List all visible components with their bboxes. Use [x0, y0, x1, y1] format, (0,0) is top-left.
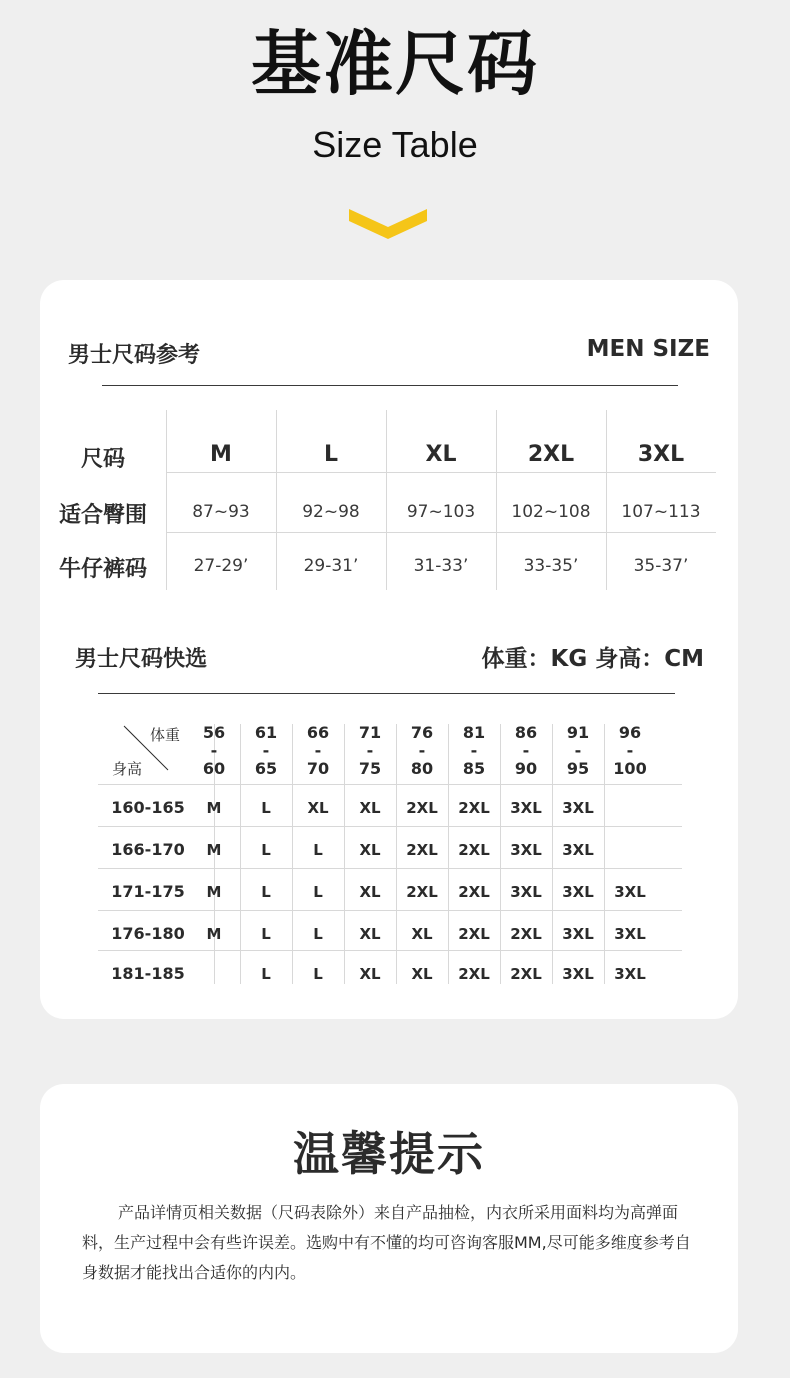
size-cell: L — [261, 965, 271, 983]
jeans-cell: 33-35’ — [523, 556, 579, 576]
hip-cell: 87~93 — [192, 502, 250, 522]
size-cell: 2XL — [458, 841, 490, 859]
weight-top: 86 — [514, 723, 538, 742]
weight-col-header — [396, 724, 448, 778]
size-col-header: XL — [425, 442, 457, 467]
grid-line — [98, 826, 682, 827]
size-cell: XL — [411, 925, 433, 943]
size-cell: L — [261, 925, 271, 943]
men-size-title-en: MEN SIZE — [586, 336, 710, 362]
divider — [98, 693, 675, 694]
height-row-label: 181-185 — [111, 964, 185, 983]
weight-bottom: 70 — [306, 759, 330, 778]
size-cell: XL — [359, 965, 381, 983]
size-cell: XL — [307, 799, 329, 817]
corner-diagonal — [122, 724, 170, 772]
size-cell: 2XL — [458, 799, 490, 817]
size-cell: L — [313, 841, 323, 859]
size-cell: 3XL — [562, 841, 594, 859]
quick-select-units: 体重：KG 身高：CM — [481, 646, 704, 672]
jeans-row-label: 牛仔裤码 — [58, 557, 147, 582]
size-cell: 2XL — [406, 841, 438, 859]
grid-line — [166, 532, 716, 533]
size-cell: L — [261, 883, 271, 901]
grid-line — [98, 784, 682, 785]
quick-select-title: 男士尺码快选 — [75, 647, 208, 672]
jeans-cell: 27-29’ — [193, 556, 249, 576]
grid-line — [98, 950, 682, 951]
weight-bottom: 85 — [462, 759, 486, 778]
size-cell: XL — [359, 925, 381, 943]
weight-bottom: 75 — [358, 759, 382, 778]
weight-top: 61 — [254, 723, 278, 742]
weight-dash: - — [210, 741, 218, 760]
weight-dash: - — [418, 741, 426, 760]
weight-dash: - — [366, 741, 374, 760]
size-cell: 2XL — [510, 925, 542, 943]
size-cell: L — [261, 799, 271, 817]
size-cell: L — [313, 883, 323, 901]
size-col-header: L — [323, 442, 339, 467]
jeans-cell: 35-37’ — [633, 556, 689, 576]
weight-top: 66 — [306, 723, 330, 742]
men-size-title: 男士尺码参考 — [68, 343, 201, 368]
hip-cell: 97~103 — [406, 502, 476, 522]
size-cell: 2XL — [458, 925, 490, 943]
size-cell: L — [313, 925, 323, 943]
height-row-label: 176-180 — [111, 924, 185, 943]
size-reference-table — [40, 410, 738, 590]
size-cell: 2XL — [458, 883, 490, 901]
weight-dash: - — [470, 741, 478, 760]
weight-dash: - — [574, 741, 582, 760]
height-corner-label: 身高 — [112, 760, 143, 778]
weight-col-header — [500, 724, 552, 778]
size-cell: 3XL — [562, 965, 594, 983]
page-title: 基准尺码 — [251, 23, 539, 105]
size-cell: M — [206, 841, 222, 859]
size-cell: XL — [359, 883, 381, 901]
divider — [102, 385, 678, 386]
weight-col-header — [448, 724, 500, 778]
weight-col-header — [552, 724, 604, 778]
tips-title: 温馨提示 — [293, 1127, 485, 1181]
size-card — [40, 280, 738, 1019]
grid-line — [166, 472, 716, 473]
size-cell: L — [261, 841, 271, 859]
chevron-down-icon — [349, 207, 427, 241]
weight-col-header — [188, 724, 240, 778]
weight-top: 76 — [410, 723, 434, 742]
jeans-cell: 29-31’ — [303, 556, 359, 576]
size-cell: XL — [359, 799, 381, 817]
hip-cell: 102~108 — [511, 502, 591, 522]
size-cell: 3XL — [614, 965, 646, 983]
weight-col-header — [604, 724, 656, 778]
size-cell: 3XL — [562, 925, 594, 943]
weight-top: 56 — [202, 723, 226, 742]
size-cell: L — [313, 965, 323, 983]
weight-col-header — [240, 724, 292, 778]
weight-bottom: 65 — [254, 759, 278, 778]
hip-cell: 92~98 — [302, 502, 360, 522]
weight-top: 71 — [358, 723, 382, 742]
size-col-header: M — [210, 442, 232, 467]
size-cell: XL — [411, 965, 433, 983]
tips-text: 产品详情页相关数据（尺码表除外）来自产品抽检，内衣所采用面料均为高弹面料，生产过程中会有些许误差。选购中有不懂的均可咨询客服MM,尽可能多维度参考自身数据才能找出合适你的内内。 — [82, 1203, 691, 1282]
jeans-cell: 31-33’ — [413, 556, 469, 576]
size-col-header: 2XL — [527, 442, 575, 467]
size-cell: 3XL — [562, 799, 594, 817]
weight-dash: - — [314, 741, 322, 760]
size-cell: 3XL — [562, 883, 594, 901]
size-col-header: 3XL — [637, 442, 685, 467]
weight-bottom: 60 — [202, 759, 226, 778]
size-cell: 3XL — [614, 883, 646, 901]
weight-col-header — [344, 724, 396, 778]
size-row-header: 尺码 — [80, 447, 125, 472]
weight-bottom: 80 — [410, 759, 434, 778]
size-cell: XL — [359, 841, 381, 859]
size-cell: 3XL — [510, 883, 542, 901]
size-cell: 2XL — [406, 883, 438, 901]
size-cell: 3XL — [614, 925, 646, 943]
weight-dash: - — [626, 741, 634, 760]
grid-line — [98, 868, 682, 869]
size-cell: M — [206, 799, 222, 817]
size-cell: 3XL — [510, 841, 542, 859]
weight-top: 81 — [462, 723, 486, 742]
grid-line — [98, 910, 682, 911]
weight-top: 96 — [618, 723, 642, 742]
size-cell: 2XL — [458, 965, 490, 983]
size-cell: 3XL — [510, 799, 542, 817]
height-row-label: 160-165 — [111, 798, 185, 817]
weight-bottom: 90 — [514, 759, 538, 778]
weight-dash: - — [262, 741, 270, 760]
tips-card — [40, 1084, 738, 1353]
weight-bottom: 95 — [566, 759, 590, 778]
weight-bottom: 100 — [613, 759, 647, 778]
page-subtitle: Size Table — [312, 124, 478, 165]
weight-dash: - — [522, 741, 530, 760]
height-row-label: 166-170 — [111, 840, 185, 859]
size-cell: M — [206, 883, 222, 901]
height-row-label: 171-175 — [111, 882, 185, 901]
hip-cell: 107~113 — [621, 502, 701, 522]
hip-row-label: 适合臀围 — [58, 503, 147, 528]
weight-col-header — [292, 724, 344, 778]
size-cell: M — [206, 925, 222, 943]
size-cell: 2XL — [406, 799, 438, 817]
weight-corner-label: 体重 — [150, 726, 181, 744]
weight-top: 91 — [566, 723, 590, 742]
size-cell: 2XL — [510, 965, 542, 983]
